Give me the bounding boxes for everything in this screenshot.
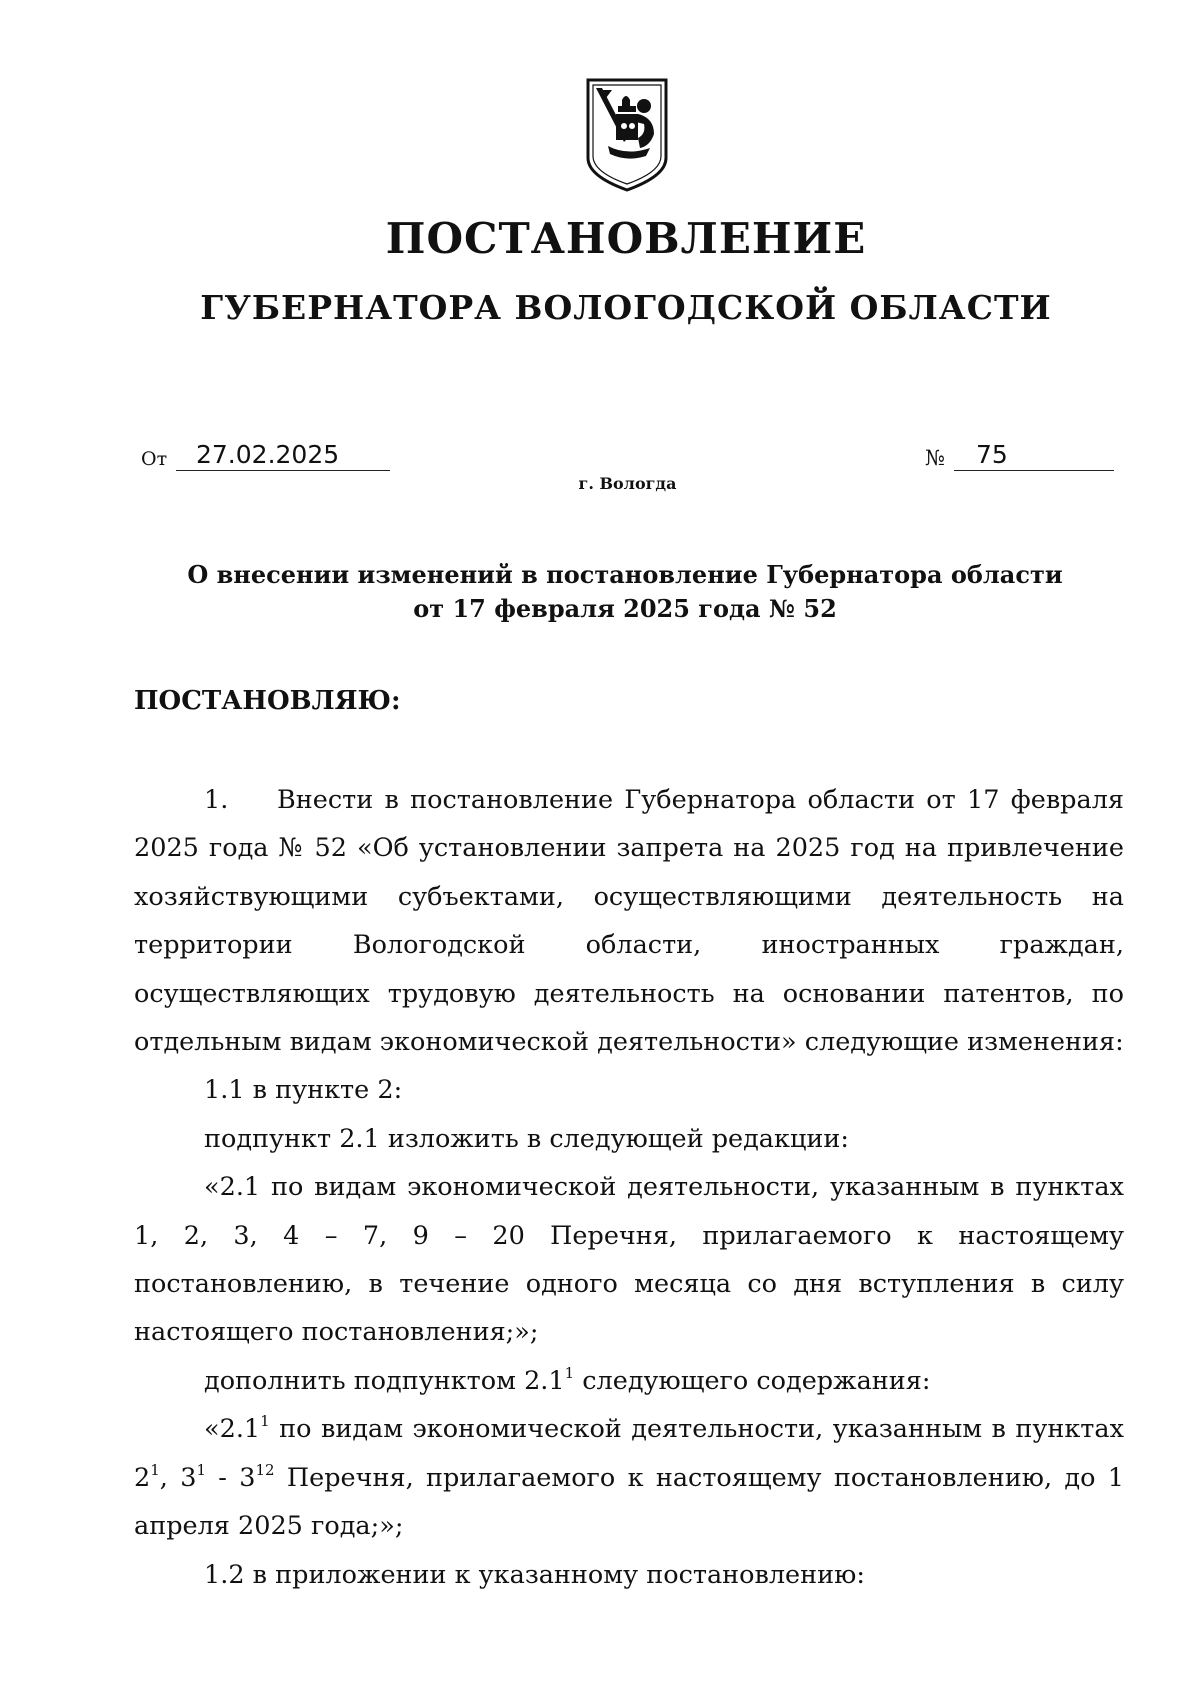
- paragraph-number: 1.: [204, 785, 229, 815]
- paragraph-1-1: 1.1 в пункте 2:: [204, 1075, 403, 1106]
- superscript: 1: [196, 1460, 206, 1479]
- paragraph-subpoint: подпункт 2.1 изложить в следующей редакции:: [204, 1123, 849, 1154]
- text-segment: Перечня, прилагаемого к настоящему постановлению, до 1 апреля 2025 года;»;: [134, 1462, 1124, 1542]
- city-label: г. Вологда: [578, 474, 677, 493]
- date-value: 27.02.2025: [176, 440, 390, 471]
- superscript: 12: [255, 1460, 275, 1479]
- subject-line-1: О внесении изменений в постановление Губернатора области: [187, 560, 1063, 589]
- vologda-coat-of-arms-icon: [584, 76, 670, 194]
- decree-heading: ПОСТАНОВЛЯЮ:: [134, 686, 401, 716]
- text-segment: дополнить подпунктом 2.1: [204, 1365, 565, 1396]
- superscript: 1: [260, 1412, 270, 1431]
- text-segment: следующего содержания:: [574, 1365, 931, 1396]
- number-label: №: [925, 446, 945, 470]
- text-segment: , 3: [159, 1462, 197, 1493]
- paragraph-quote-2-1: «2.1 по видам экономической деятельности, указанным в пунктах 1, 2, 3, 4 – 7, 9 – 20 Перечня, прилагаемого к настоящему постановлению, в течение одного месяца со дня вступления в силу настоящего постановления;»;: [134, 1172, 1124, 1348]
- paragraph-1-2: 1.2 в приложении к указанному постановлению:: [204, 1559, 865, 1590]
- paragraph-quote-2-1-1: [134, 1405, 1124, 1550]
- document-body: [134, 776, 1124, 1599]
- text-segment: «2.1: [204, 1414, 261, 1445]
- document-title: ПОСТАНОВЛЕНИЕ: [385, 214, 867, 263]
- paragraph-add-subpoint: [134, 1357, 1124, 1405]
- superscript: 1: [564, 1363, 575, 1382]
- document-number: 75: [954, 440, 1114, 471]
- paragraph-text: Внести в постановление Губернатора области от 17 февраля 2025 года № 52 «Об установлении запрета на 2025 год на привлечение хозяйствующими субъектами, осуществляющими деятельность на территории Вологодской области, иностранных граждан, осуществляющих трудовую деятельность на основании патентов, по отдельным видам экономической деятельности» следующие изменения:: [134, 785, 1124, 1058]
- document-subtitle: ГУБЕРНАТОРА ВОЛОГОДСКОЙ ОБЛАСТИ: [200, 288, 1052, 327]
- text-segment: - 3: [205, 1462, 256, 1493]
- date-label: От: [141, 448, 168, 470]
- text-segment: по видам экономической деятельности, указанным в пунктах 2: [134, 1414, 1124, 1493]
- subject-line-2: от 17 февраля 2025 года № 52: [413, 594, 837, 623]
- superscript: 1: [150, 1460, 160, 1479]
- document-subject: [0, 558, 1200, 626]
- paragraph-1: [134, 776, 1124, 1066]
